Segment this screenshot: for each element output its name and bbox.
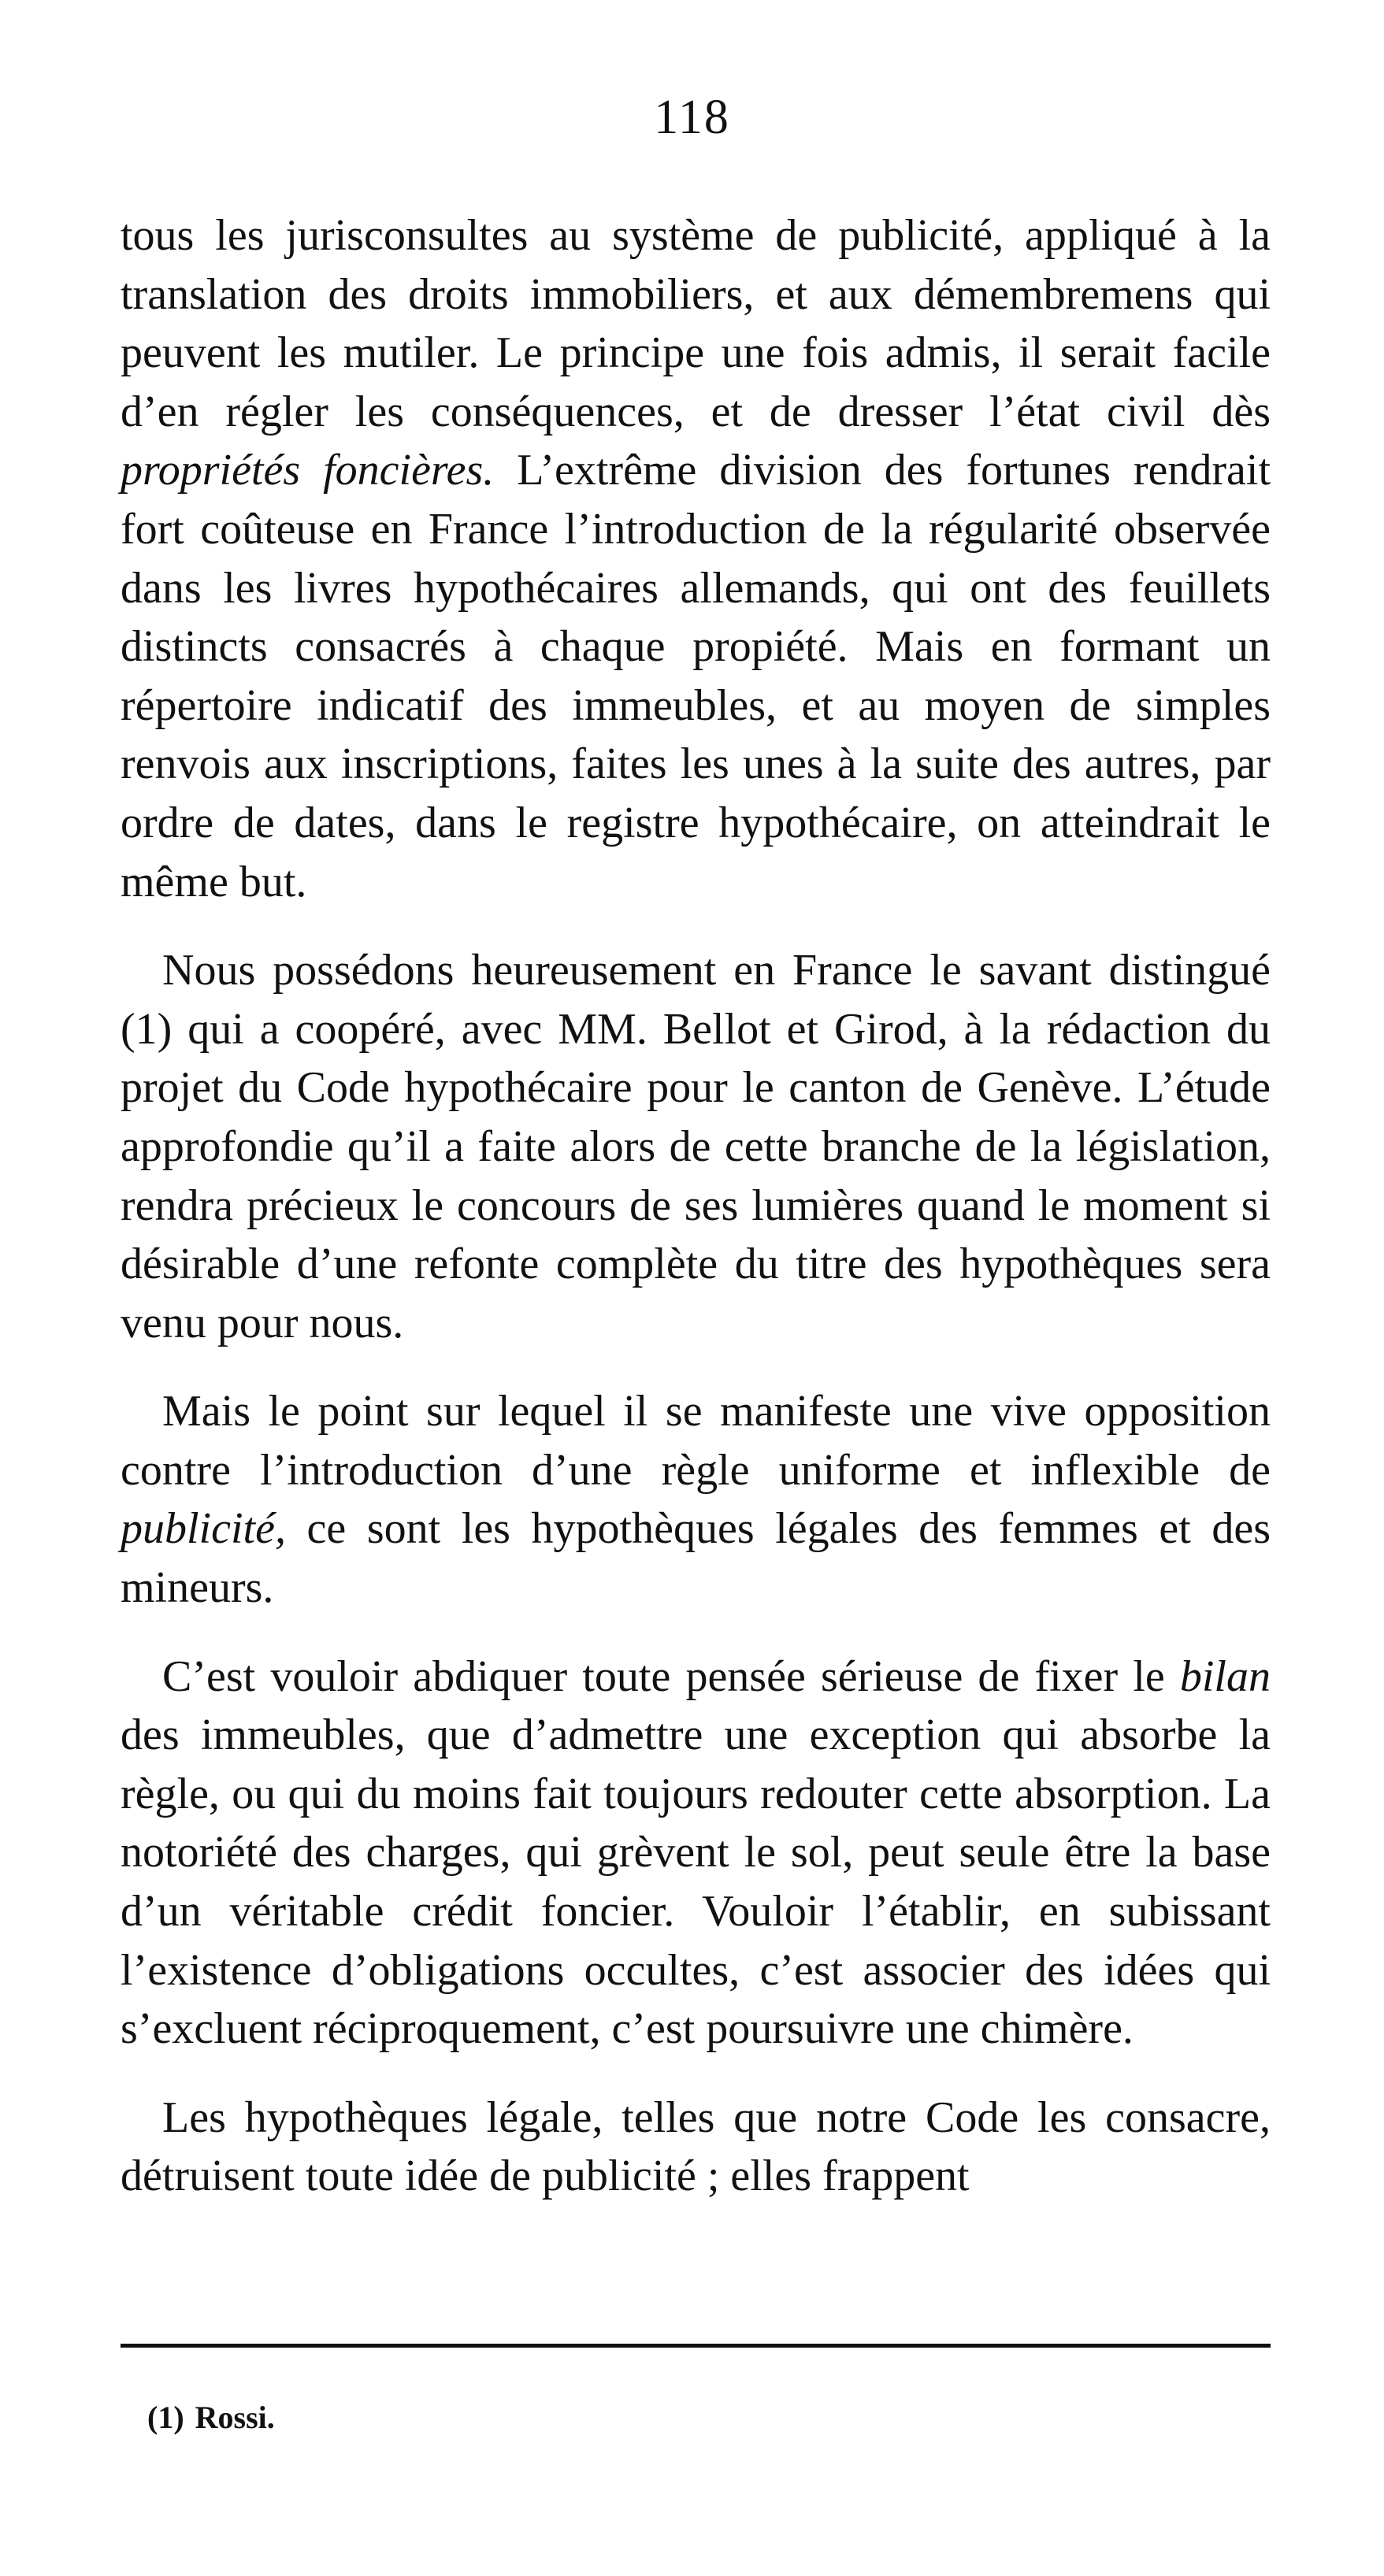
italic-phrase: propriétés foncières.: [121, 446, 495, 495]
page-number: 118: [654, 91, 730, 144]
footnote-divider: [121, 2344, 1271, 2348]
italic-phrase: publicité,: [121, 1504, 286, 1554]
text-run: Nous possédons heureusement en France le savant distingué (1) qui a coopéré, avec MM. Bellot et Girod, à la rédaction du projet du Code hypothécaire pour le canton de Genève. L’étude approfondie qu’il a faite alors de cette branche de la législation, rendra précieux le concours de ses lumières quand le moment si désirable d’une refonte complète du titre des hypothèques sera venu pour nous.: [121, 946, 1271, 1347]
text-run: L’extrême division des fortunes rendrait fort coûteuse en France l’introduction de la régularité observée dans les livres hypothécaires allemands, qui ont des feuillets distincts consacrés à chaque propiété. Mais en formant un répertoire indicatif des immeubles, et au moyen de simples renvois aux inscriptions, faites les unes à la suite des autres, par ordre de dates, dans le registre hypothécaire, on atteindrait le même but.: [121, 446, 1271, 906]
text-run: Mais le point sur lequel il se manifeste une vive opposition contre l’introduction d’une règle uniforme et inflexible de: [121, 1387, 1271, 1495]
text-run: Les hypothèques légale, telles que notre Code les consacre, détruisent toute idée de publicité ; elles frappent: [121, 2092, 1271, 2201]
paragraph: [121, 941, 1271, 1352]
paragraph: [121, 1648, 1271, 2059]
paragraph: [121, 206, 1271, 911]
paragraph: [121, 2089, 1271, 2206]
text-run: des immeubles, que d’admettre une exception qui absorbe la règle, ou qui du moins fait toujours redouter cette absorption. La notoriété des charges, qui grèvent le sol, peut seule être la base d’un véritable crédit foncier. Vouloir l’établir, en subissant l’existence d’obligations occultes, c’est associer des idées qui s’excluent réciproquement, c’est poursuivre une chimère.: [121, 1711, 1271, 2054]
body-text: [121, 206, 1271, 2206]
paragraph: [121, 1382, 1271, 1617]
footnote: [147, 2402, 275, 2433]
footnote-marker: (1): [147, 2400, 184, 2435]
text-run: ce sont les hypothèques légales des femmes et des mineurs.: [121, 1504, 1271, 1613]
text-run: C’est vouloir abdiquer toute pensée sérieuse de fixer le: [162, 1651, 1180, 1701]
text-run: tous les jurisconsultes au système de publicité, appliqué à la translation des droits immobiliers, et aux démembremens qui peuvent les mutiler. Le principe une fois admis, il serait facile d’en régler les conséquences, et de dresser l’état civil dès: [121, 211, 1271, 436]
italic-phrase: bilan: [1179, 1651, 1271, 1701]
footnote-text: Rossi.: [195, 2400, 275, 2435]
